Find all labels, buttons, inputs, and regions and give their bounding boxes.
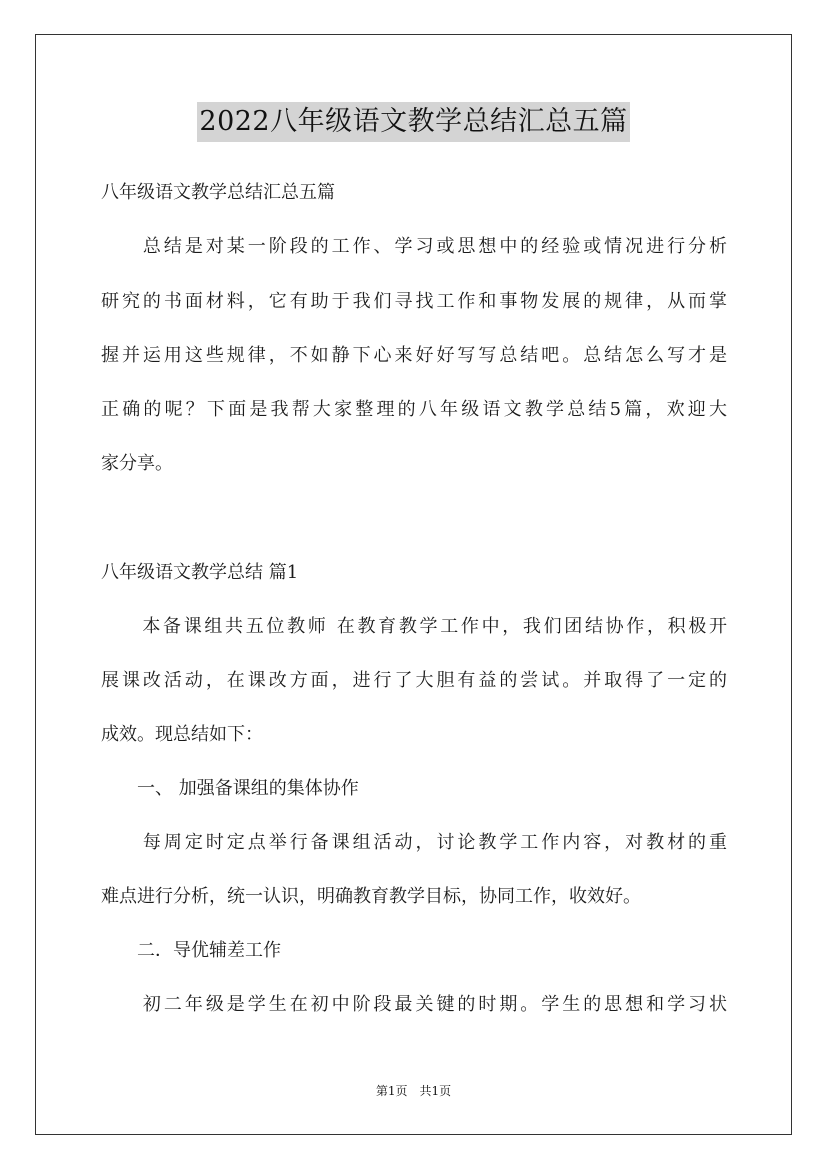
intro-line: 研究的书面材料，它有助于我们寻找工作和事物发展的规律，从而掌 <box>101 291 727 312</box>
document-title: 2022八年级语文教学总结汇总五篇 <box>197 102 629 142</box>
document-subtitle: 八年级语文教学总结汇总五篇 <box>101 182 335 203</box>
intro-line: 总结是对某一阶段的工作、学习或思想中的经验或情况进行分析 <box>101 236 727 257</box>
section-line: 初二年级是学生在初中阶段最关键的时期。学生的思想和学习状 <box>101 994 727 1015</box>
subheading-collaboration: 一、 加强备课组的集体协作 <box>101 778 359 799</box>
intro-line: 握并运用这些规律，不如静下心来好好写写总结吧。总结怎么写才是 <box>101 345 727 366</box>
section-line: 每周定时定点举行备课组活动，讨论教学工作内容，对教材的重 <box>101 832 727 853</box>
subheading-tutoring: 二．导优辅差工作 <box>101 940 281 961</box>
section-line: 成效。现总结如下： <box>101 724 263 745</box>
section-line: 本备课组共五位教师 在教育教学工作中，我们团结协作，积极开 <box>101 616 727 637</box>
section-heading: 八年级语文教学总结 篇1 <box>101 562 299 583</box>
section-line: 展课改活动，在课改方面，进行了大胆有益的尝试。并取得了一定的 <box>101 670 727 691</box>
intro-line: 家分享。 <box>101 453 173 474</box>
intro-line: 正确的呢？下面是我帮大家整理的八年级语文教学总结5篇，欢迎大 <box>101 399 727 420</box>
section-line: 难点进行分析，统一认识，明确教育教学目标，协同工作，收效好。 <box>101 886 641 907</box>
page-footer: 第1页 共1页 <box>375 1084 452 1098</box>
title-container <box>0 102 827 142</box>
